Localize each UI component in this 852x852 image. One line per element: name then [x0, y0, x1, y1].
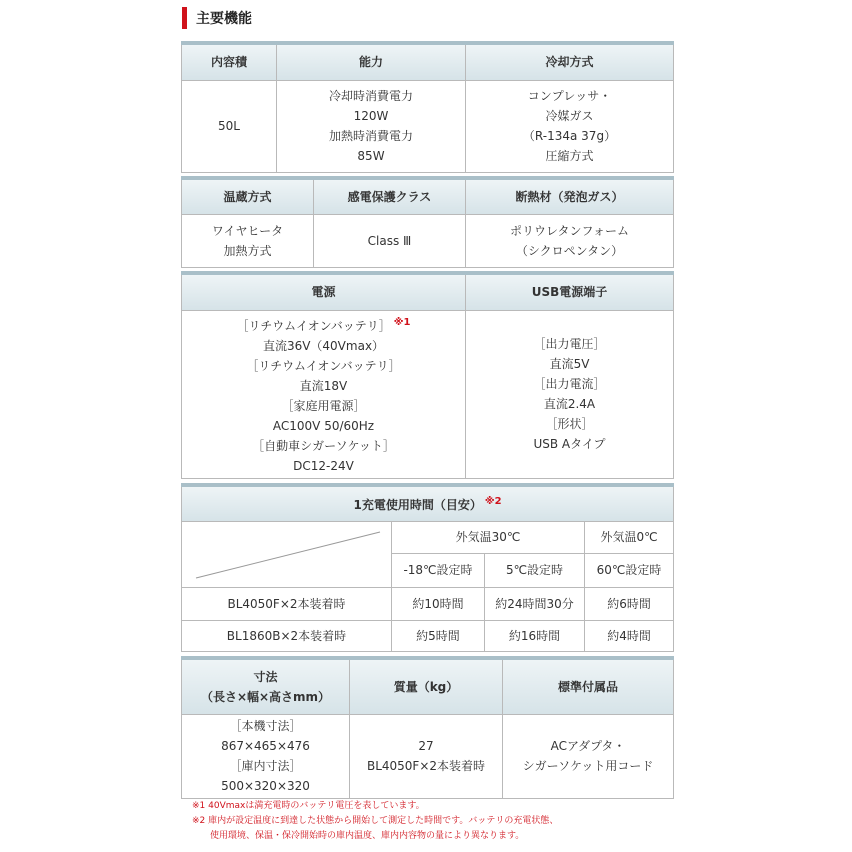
header-power: 能力 [277, 43, 466, 80]
setting-5: 5℃設定時 [485, 553, 585, 587]
table-row [182, 620, 674, 651]
dimensions-value: ［本機寸法］ 867×465×476 ［庫内寸法］ 500×320×320 [182, 714, 350, 798]
header-power-supply: 電源 [182, 273, 466, 310]
row-value: 約16時間 [485, 620, 585, 651]
footnote-2: ※2 庫内が設定温度に到達した状態から開始して測定した時間です。バッテリの充電状態、 [192, 816, 559, 826]
spec-table-power-supply [181, 271, 674, 479]
spec-table-capacity [181, 41, 674, 173]
diagonal-corner-cell [182, 521, 392, 587]
mass-value: 27 BL4050F×2本装着時 [350, 714, 503, 798]
heading-text: 主要機能 [196, 11, 252, 27]
setting-minus18: -18℃設定時 [392, 553, 485, 587]
diagonal-line [182, 522, 392, 588]
note-marker-1: ※1 [393, 316, 411, 328]
setting-60: 60℃設定時 [585, 553, 674, 587]
power-supply-value: ［リチウムイオンバッテリ］ $^{※1}$ 直流36V（40Vmax） ［リチウムイオンバッテリ］ 直流18V ［家庭用電源］ AC100V 50/60Hz ［自動車シガーソケット］ DC12-24V [182, 310, 466, 478]
power-value: 冷却時消費電力 120W 加熱時消費電力 85W [277, 80, 466, 172]
heading-accent-bar [182, 7, 187, 29]
footnote-1: ※1 40Vmaxは満充電時のバッテリ電圧を表しています。 [192, 801, 425, 811]
header-capacity: 内容積 [182, 43, 277, 80]
row-value: 約4時間 [585, 620, 674, 651]
protection-value: Class Ⅲ [314, 214, 466, 267]
note-marker-2: ※2 [484, 496, 502, 508]
row-label: BL1860B×2本装着時 [182, 620, 392, 651]
row-value: 約10時間 [392, 587, 485, 620]
temp-group-30: 外気温30℃ [392, 521, 585, 553]
header-mass: 質量（kg） [350, 658, 503, 714]
footnotes [192, 799, 558, 844]
capacity-value: 50L [182, 80, 277, 172]
spec-table-heating [181, 176, 674, 268]
insulation-value: ポリウレタンフォーム （シクロペンタン） [466, 214, 674, 267]
header-cooling: 冷却方式 [466, 43, 674, 80]
header-runtime: 1充電使用時間（目安） $^{※2}$ [182, 485, 674, 521]
header-heating: 温蔵方式 [182, 178, 314, 214]
temp-group-0: 外気温0℃ [585, 521, 674, 553]
usb-value: ［出力電圧］ 直流5V ［出力電流］ 直流2.4A ［形状］ USB Aタイプ [466, 310, 674, 478]
footnote-3: 使用環境、保温・保冷開始時の庫内温度、庫内内容物の量により異なります。 [192, 831, 525, 841]
row-label: BL4050F×2本装着時 [182, 587, 392, 620]
row-value: 約5時間 [392, 620, 485, 651]
header-usb: USB電源端子 [466, 273, 674, 310]
accessories-value: ACアダプタ・ シガーソケット用コード [503, 714, 674, 798]
spec-table-dimensions [181, 656, 674, 799]
header-insulation: 断熱材（発泡ガス） [466, 178, 674, 214]
row-value: 約24時間30分 [485, 587, 585, 620]
cooling-value: コンプレッサ・ 冷媒ガス （R-134a 37g） 圧縮方式 [466, 80, 674, 172]
header-dimensions: 寸法 （長さ×幅×高さmm） [182, 658, 350, 714]
heating-value: ワイヤヒータ 加熱方式 [182, 214, 314, 267]
header-protection: 感電保護クラス [314, 178, 466, 214]
row-value: 約6時間 [585, 587, 674, 620]
header-accessories: 標準付属品 [503, 658, 674, 714]
spec-table-runtime [181, 483, 674, 652]
table-row [182, 587, 674, 620]
section-heading [182, 6, 252, 30]
